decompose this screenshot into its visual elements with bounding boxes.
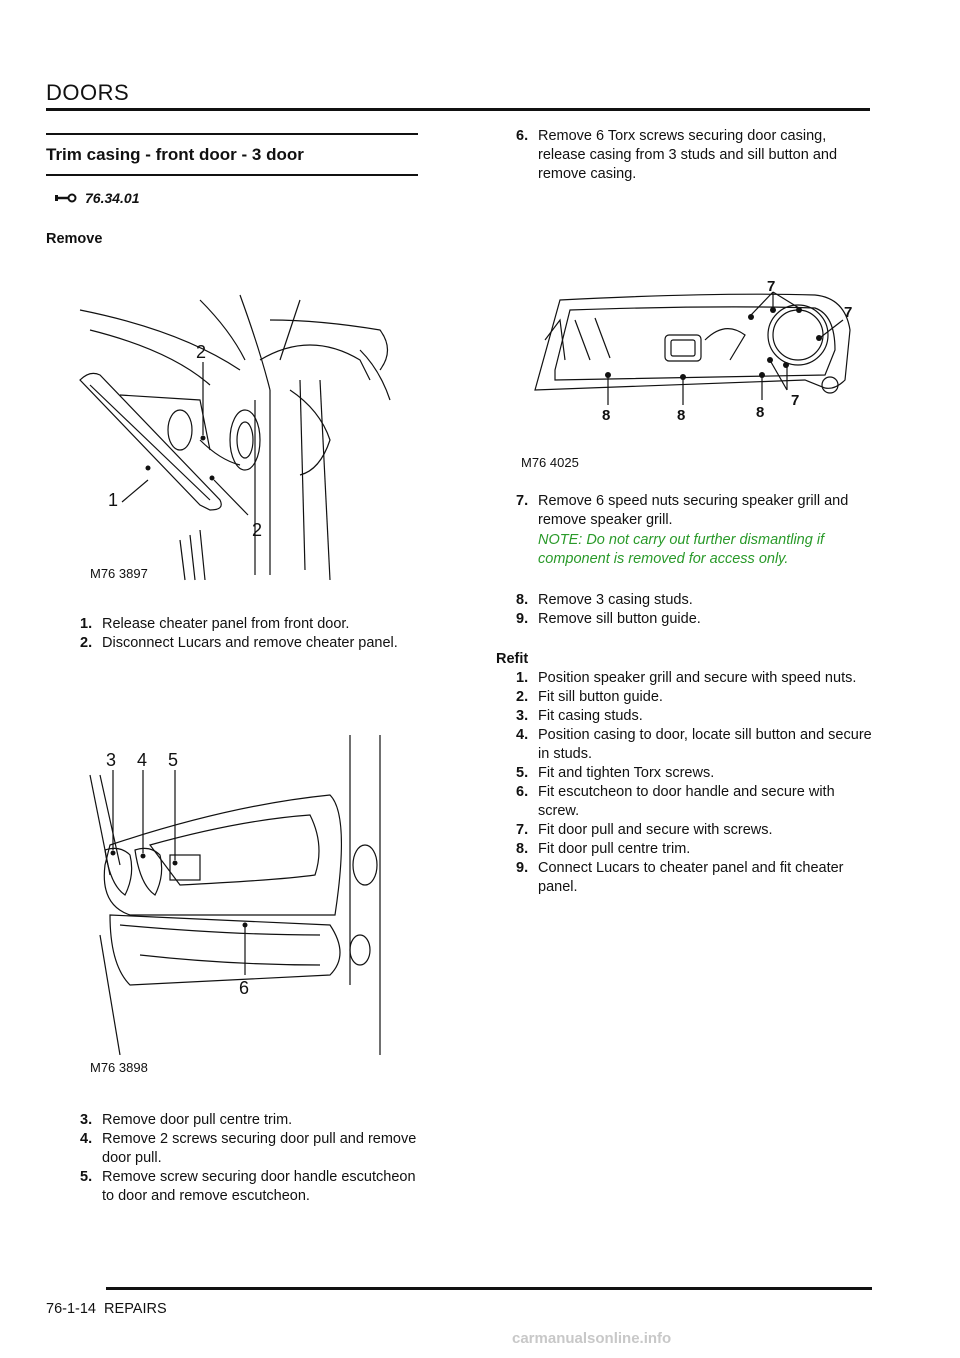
remove-steps-c [516,127,876,184]
step-item: 4. Remove 2 screws securing door pull and remove door pull. [80,1131,417,1166]
callout-8-left: 8 [602,407,611,424]
figure-door-casing [80,735,400,1055]
remove-steps-e [516,591,876,629]
page-footer [46,1301,167,1317]
callout-7-right: 7 [844,304,853,321]
step-item: 3. Remove door pull centre trim. [80,1112,293,1128]
op-code [55,190,140,206]
section-title: Trim casing - front door - 3 door [46,145,304,164]
note-text: NOTE: Do not carry out further dismantling if component is removed for access only. [538,532,825,567]
callout-8-right: 8 [756,404,765,421]
footer-rule [106,1287,872,1290]
page-header-title: DOORS [46,80,130,105]
callout-8-middle: 8 [677,407,686,424]
callout-4: 4 [137,750,148,770]
step-item: 6. Fit escutcheon to door handle and secure with screw. [516,784,835,819]
step-item: 8. Remove 3 casing studs. [516,592,693,608]
remove-steps-b [80,1111,420,1206]
figure-label-2: M76 3898 [90,1060,148,1075]
step-item: 1. Position speaker grill and secure with speed nuts. [516,670,857,686]
step-item: 9. Remove sill button guide. [516,611,701,627]
figure-cheater-panel [60,290,400,590]
step-item: 2. Disconnect Lucars and remove cheater panel. [80,635,398,651]
footer-section: REPAIRS [104,1301,167,1317]
spanner-icon [55,192,77,204]
callout-2-bottom: 2 [252,520,263,540]
step-item: 9. Connect Lucars to cheater panel and fit cheater panel. [516,860,844,895]
step-item: 2. Fit sill button guide. [516,689,663,705]
step-item: 3. Fit casing studs. [516,708,643,724]
section-rule-bottom [46,174,418,176]
figure-casing-rear [515,280,865,420]
op-code-value: 76.34.01 [85,190,140,206]
step-item: 5. Remove screw securing door handle escutcheon to door and remove escutcheon. [80,1169,416,1204]
header-rule [46,108,870,111]
callout-5: 5 [168,750,179,770]
section-rule-top [46,133,418,135]
step-item: 7. Remove 6 speed nuts securing speaker grill and remove speaker grill. [516,493,849,528]
step-item: 5. Fit and tighten Torx screws. [516,765,715,781]
callout-7-bottom: 7 [791,392,800,409]
figure-label-3: M76 4025 [521,455,579,470]
callout-1: 1 [108,490,119,510]
figure-label-1: M76 3897 [90,566,148,581]
refit-steps [516,669,876,897]
step-item: 8. Fit door pull centre trim. [516,841,691,857]
watermark: carmanualsonline.info [512,1330,672,1347]
remove-steps-d [516,492,876,530]
callout-2-top: 2 [196,342,207,362]
callout-3: 3 [106,750,117,770]
remove-steps-a [80,615,420,653]
step-item: 6. Remove 6 Torx screws securing door casing, release casing from 3 studs and sill button and remove casing. [516,128,838,182]
step-item: 4. Position casing to door, locate sill button and secure in studs. [516,727,872,762]
callout-6: 6 [239,978,250,998]
footer-page-number: 76-1-14 [46,1301,96,1317]
callout-7-top: 7 [767,278,776,295]
refit-heading: Refit [496,651,529,667]
step-item: 7. Fit door pull and secure with screws. [516,822,773,838]
remove-heading: Remove [46,231,103,247]
step-item: 1. Release cheater panel from front door. [80,616,350,632]
